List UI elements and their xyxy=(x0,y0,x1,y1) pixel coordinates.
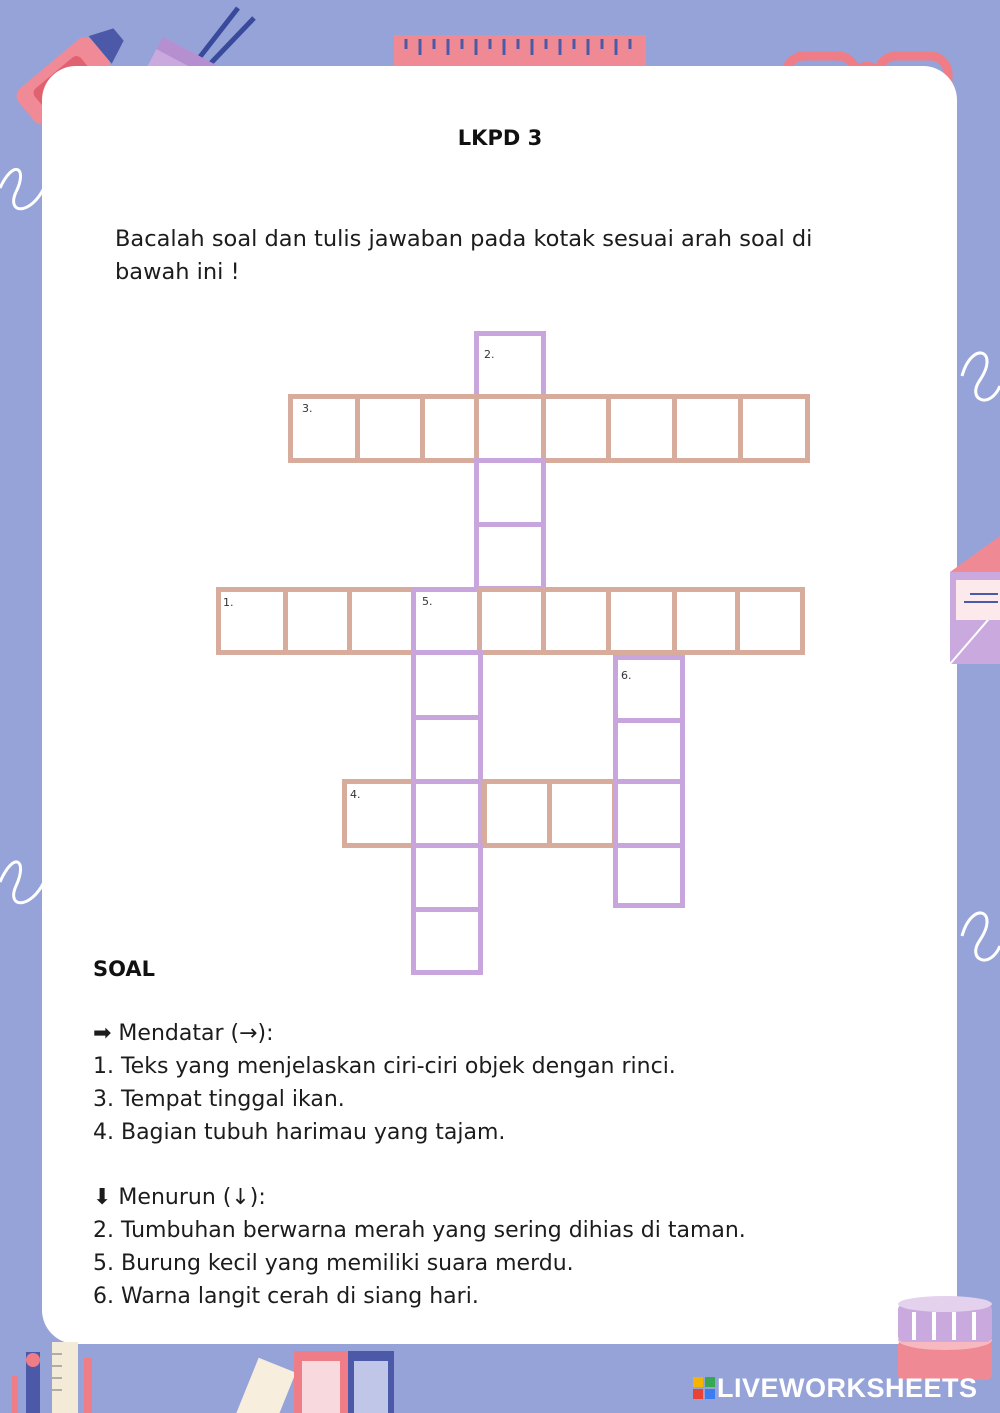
brand-grid-icon xyxy=(693,1377,715,1399)
cell-1-9[interactable] xyxy=(735,587,805,655)
cell-6-1[interactable] xyxy=(613,655,685,723)
cell-5-4[interactable] xyxy=(411,779,483,848)
cell-2-4[interactable] xyxy=(474,522,546,591)
cell-1-6[interactable] xyxy=(541,587,613,655)
cell-4-4[interactable] xyxy=(547,779,617,848)
cell-3-6[interactable] xyxy=(606,394,678,463)
cell-3-1[interactable] xyxy=(288,394,360,463)
squiggle-decoration xyxy=(952,340,1000,414)
cell-4-3[interactable] xyxy=(482,779,552,848)
clue-number-1: 1. xyxy=(223,596,234,609)
clue-number-6: 6. xyxy=(621,669,632,682)
across-clue-1: 1. Teks yang menjelaskan ciri-ciri objek dengan rinci. xyxy=(93,1054,676,1079)
clue-number-2: 2. xyxy=(484,348,495,361)
cell-2-1[interactable] xyxy=(474,331,546,400)
cell-5-6[interactable] xyxy=(411,907,483,975)
cell-6-4[interactable] xyxy=(613,843,685,908)
across-clue-4: 4. Bagian tubuh harimau yang tajam. xyxy=(93,1120,506,1145)
brand-logo[interactable] xyxy=(693,1373,978,1404)
cell-3-7[interactable] xyxy=(672,394,744,463)
clue-number-4: 4. xyxy=(350,788,361,801)
clue-number-5: 5. xyxy=(422,595,433,608)
cell-1-2[interactable] xyxy=(283,587,353,655)
cell-6-2[interactable] xyxy=(613,718,685,784)
across-heading: ➡ Mendatar (→): xyxy=(93,1021,274,1046)
squiggle-decoration xyxy=(0,158,48,222)
cell-2-3[interactable] xyxy=(474,458,546,527)
books-icon xyxy=(226,1343,396,1413)
cell-3-5[interactable] xyxy=(541,394,613,463)
cell-5-5[interactable] xyxy=(411,843,483,913)
down-clue-6: 6. Warna langit cerah di siang hari. xyxy=(93,1284,479,1309)
page-title: LKPD 3 xyxy=(457,126,543,150)
instructions-text: Bacalah soal dan tulis jawaban pada kotak sesuai arah soal di bawah ini ! xyxy=(115,226,813,285)
pencils-icon xyxy=(0,1336,110,1413)
cell-1-3[interactable] xyxy=(347,587,417,655)
cell-1-7[interactable] xyxy=(606,587,678,655)
cell-3-8[interactable] xyxy=(738,394,810,463)
squiggle-decoration xyxy=(0,848,48,918)
cell-2-2[interactable] xyxy=(474,394,546,463)
squiggle-decoration xyxy=(952,900,1000,974)
envelope-icon xyxy=(950,536,1000,666)
down-heading: ⬇ Menurun (↓): xyxy=(93,1185,266,1210)
down-clue-2: 2. Tumbuhan berwarna merah yang sering dihias di taman. xyxy=(93,1218,746,1243)
brand-text: LIVEWORKSHEETS xyxy=(717,1373,978,1403)
cell-3-2[interactable] xyxy=(355,394,425,463)
cell-5-2[interactable] xyxy=(411,650,483,720)
clue-number-3: 3. xyxy=(302,402,313,415)
cell-2-5[interactable] xyxy=(477,587,546,655)
cell-6-3[interactable] xyxy=(613,779,685,848)
across-clue-3: 3. Tempat tinggal ikan. xyxy=(93,1087,345,1112)
cell-5-3[interactable] xyxy=(411,715,483,785)
down-clue-5: 5. Burung kecil yang memiliki suara merdu. xyxy=(93,1251,574,1276)
cell-3-3[interactable] xyxy=(420,394,480,463)
cell-1-8[interactable] xyxy=(672,587,742,655)
questions-heading: SOAL xyxy=(93,957,156,981)
